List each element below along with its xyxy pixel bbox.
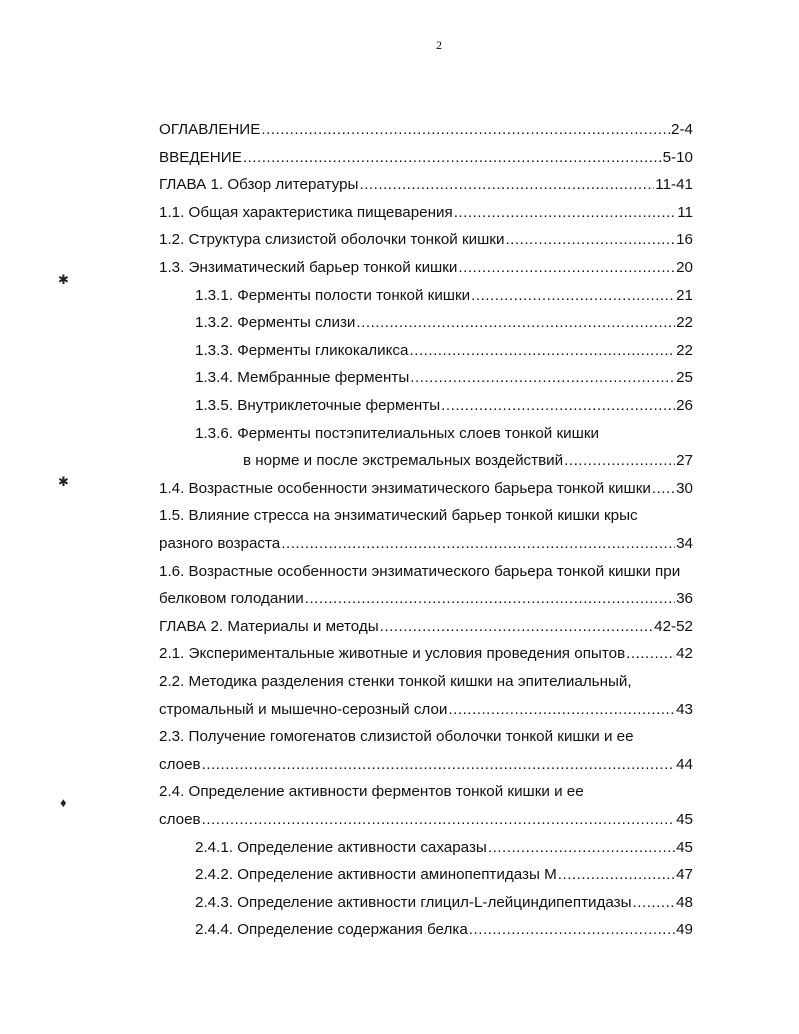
toc-entry [159,644,693,664]
toc-entry [195,865,693,885]
toc-entry [159,175,693,195]
dot-leader [409,341,675,361]
dot-leader [281,534,675,554]
toc-entry-title: разного возраста [159,535,281,552]
dot-leader [305,589,675,609]
dot-leader [633,893,676,913]
dot-leader [261,120,670,140]
toc-entry [195,424,599,444]
toc-entry-title: белковом голодании [159,590,304,608]
toc-entry [195,368,693,388]
toc-entry-title: слоев [159,755,201,773]
toc-entry [159,727,634,747]
toc-entry-title: 1.3. Энзиматический барьер тонкой кишки [159,259,458,276]
toc-entry-page: 21 [676,286,693,304]
toc-entry-title: 2.4.4. Определение содержания белка [195,921,468,939]
toc-entry-title: 1.1. Общая характеристика пищеварения [159,203,453,221]
toc-entry [159,617,693,637]
toc-entry [195,838,693,858]
toc-entry-title: 1.3.6. Ферменты постэпителиальных слоев тонкой кишки [195,424,599,442]
dot-leader [202,810,676,830]
toc-entry-page: 34 [676,535,693,552]
toc-entry-page: 49 [676,921,693,939]
toc-entry [159,120,693,140]
toc-entry-page: 20 [676,259,693,276]
toc-entry-title: 1.2. Структура слизистой оболочки тонкой кишки [159,231,505,249]
dot-leader [652,479,675,499]
scan-speck: ✱ [58,272,69,287]
toc-entry-title: 1.5. Влияние стресса на энзиматический барьер тонкой кишки крыс [159,507,638,525]
toc-entry [159,258,693,278]
toc-entry-title: слоев [159,811,201,828]
toc-entry-page: 44 [676,755,693,773]
toc-entry-page: 22 [676,314,693,332]
toc-entry-page: 5-10 [662,148,693,166]
dot-leader [410,368,675,388]
toc-entry-title: 2.4.2. Определение активности аминопептидазы М [195,866,557,884]
toc-entry-title: 2.2. Методика разделения стенки тонкой кишки на эпителиальный, [159,673,632,690]
toc-entry-page: 27 [676,452,693,470]
toc-entry-page: 2-4 [671,121,693,138]
dot-leader [380,617,654,637]
toc-entry-page: 30 [676,479,693,497]
toc-entry [159,810,693,830]
toc-entry-title: 2.1. Экспериментальные животные и условия проведения опытов [159,645,626,663]
toc-entry [159,755,693,775]
toc-entry-page: 11 [677,203,693,221]
dot-leader [243,148,662,168]
dot-leader [505,230,675,250]
toc-entry-title: 2.4.1. Определение активности сахаразы [195,838,487,856]
toc-entry [159,782,584,802]
dot-leader [626,644,675,664]
scan-speck: ✱ [58,474,69,489]
toc-entry-title: 1.3.4. Мембранные ферменты [195,369,410,387]
toc-entry-page: 47 [676,866,693,884]
toc-entry-page: 45 [676,811,693,828]
dot-leader [441,396,675,416]
toc-entry-page: 25 [676,369,693,387]
toc-entry-title: стромальный и мышечно-серозный слои [159,700,448,718]
toc-entry-title: ОГЛАВЛЕНИЕ [159,121,261,138]
toc-entry-page: 36 [676,590,693,608]
toc-entry [159,230,693,250]
toc-entry-title: 2.3. Получение гомогенатов слизистой оболочки тонкой кишки и ее [159,728,634,746]
toc-entry [159,672,632,692]
toc-entry-title: ВВЕДЕНИЕ [159,148,242,166]
toc-entry [195,920,693,940]
toc-entry-page: 11-41 [655,176,693,194]
toc-entry [159,700,693,720]
scan-speck: ♦ [60,795,67,810]
toc-entry-title: в норме и после экстремальных воздействий [243,452,564,470]
toc-entry [159,148,693,168]
dot-leader [448,700,675,720]
toc-entry-page: 42-52 [654,617,693,635]
dot-leader [558,865,675,885]
toc-entry-page: 42 [676,645,693,663]
toc-entry [195,341,693,361]
toc-entry-page: 48 [676,893,693,911]
toc-entry-title: 1.4. Возрастные особенности энзиматического барьера тонкой кишки [159,479,651,497]
dot-leader [469,920,675,940]
toc-entry-title: 2.4.3. Определение активности глицил-L-лейциндипептидазы [195,893,632,911]
toc-entry [159,203,693,223]
toc-entry [159,506,638,526]
toc-entry-title: 1.6. Возрастные особенности энзиматического барьера тонкой кишки при [159,562,681,580]
toc-entry [159,479,693,499]
dot-leader [471,286,675,306]
toc-entry [159,562,680,582]
page-number: 2 [436,38,442,52]
toc-entry-title: ГЛАВА 1. Обзор литературы [159,176,359,194]
dot-leader [202,755,676,775]
dot-leader [458,258,675,278]
toc-entry-title: ГЛАВА 2. Материалы и методы [159,617,379,635]
toc-entry [159,534,693,554]
toc-entry [195,893,693,913]
toc-entry-page: 45 [676,838,693,856]
toc-entry [195,286,693,306]
toc-entry-page: 26 [676,397,693,414]
dot-leader [488,838,675,858]
toc-entry [195,396,693,416]
toc-entry-title: 1.3.2. Ферменты слизи [195,314,356,332]
toc-entry [159,589,693,609]
toc-entry-title: 1.3.1. Ферменты полости тонкой кишки [195,286,471,304]
toc-entry-page: 22 [676,341,693,359]
toc-entry-page: 16 [676,231,693,249]
toc-entry-page: 43 [676,700,693,718]
dot-leader [356,313,675,333]
dot-leader [564,451,675,471]
toc-entry-title: 1.3.5. Внутриклеточные ферменты [195,397,441,414]
toc-entry [195,313,693,333]
toc-entry-title: 2.4. Определение активности ферментов тонкой кишки и ее [159,783,584,801]
dot-leader [359,175,654,195]
dot-leader [454,203,677,223]
toc-entry [243,451,693,471]
toc-entry-title: 1.3.3. Ферменты гликокаликса [195,341,409,359]
